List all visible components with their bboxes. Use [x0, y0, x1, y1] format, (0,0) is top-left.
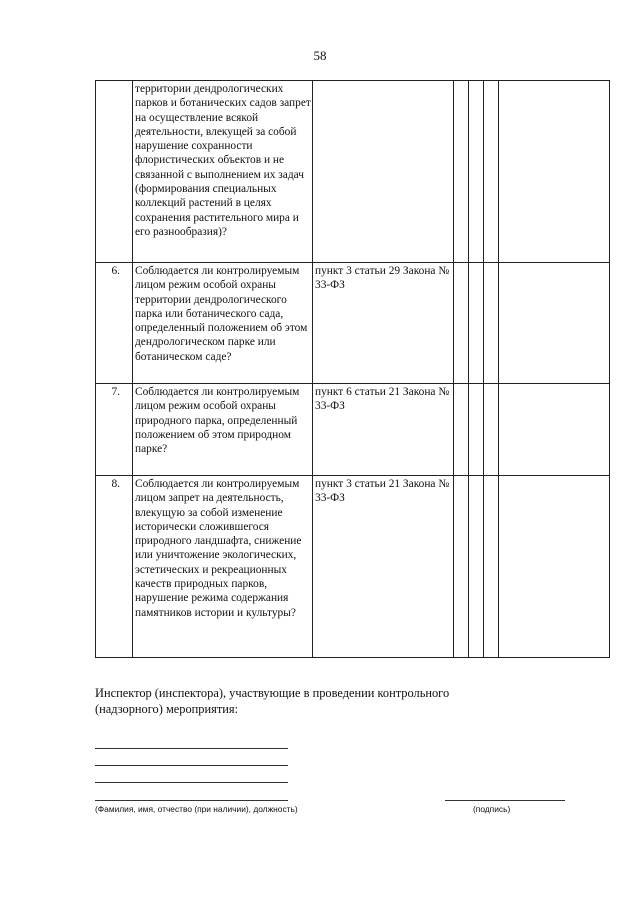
inspector-name-line[interactable]: [95, 800, 288, 801]
signature-line[interactable]: [445, 800, 565, 801]
requirement-question: Соблюдается ли контролируемым лицом режим особой охраны территории дендрологического парка или ботанического сада, определенный положением об этом дендрологическом парке или ботаническом саде?: [133, 263, 313, 384]
table-row: [96, 81, 610, 263]
answer-na-cell[interactable]: [484, 384, 499, 476]
row-number: 7.: [96, 384, 133, 476]
inspector-line-2[interactable]: [95, 765, 288, 766]
note-cell[interactable]: [499, 384, 610, 476]
answer-na-cell[interactable]: [484, 476, 499, 658]
answer-yes-cell[interactable]: [454, 476, 469, 658]
note-cell[interactable]: [499, 81, 610, 263]
requirement-question: Соблюдается ли контролируемым лицом запрет на деятельность, влекущую за собой изменение исторически сложившегося природного ландшафта, снижение или уничтожение экологических, эстетических и рекреационных качеств природных парков, нарушение режима содержания памятников истории и культуры?: [133, 476, 313, 658]
requirement-question: территории дендрологических парков и ботанических садов запрет на осуществление всякой деятельности, влекущей за собой нарушение сохранности флористических объектов и не связанной с выполнением их задач (формирования специальных коллекций растений в целях сохранения растительного мира и его разнообразия)?: [133, 81, 313, 263]
note-cell[interactable]: [499, 476, 610, 658]
inspector-line-1[interactable]: [95, 748, 288, 749]
inspector-line-3[interactable]: [95, 782, 288, 783]
answer-no-cell[interactable]: [469, 476, 484, 658]
name-position-caption: (Фамилия, имя, отчество (при наличии), должность): [95, 804, 298, 814]
row-number: 8.: [96, 476, 133, 658]
requirement-question: Соблюдается ли контролируемым лицом режим особой охраны природного парка, определенный положением об этом природном парке?: [133, 384, 313, 476]
answer-yes-cell[interactable]: [454, 384, 469, 476]
legal-reference: [313, 81, 454, 263]
answer-yes-cell[interactable]: [454, 81, 469, 263]
page-number: 58: [313, 48, 327, 63]
inspector-statement: Инспектор (инспектора), участвующие в проведении контрольного (надзорного) мероприятия:: [95, 686, 450, 716]
answer-no-cell[interactable]: [469, 81, 484, 263]
legal-reference: пункт 6 статьи 21 Закона № 33-ФЗ: [313, 384, 454, 476]
table-row: [96, 384, 610, 476]
answer-na-cell[interactable]: [484, 81, 499, 263]
signature-caption: (подпись): [473, 804, 511, 814]
answer-na-cell[interactable]: [484, 263, 499, 384]
answer-no-cell[interactable]: [469, 263, 484, 384]
table-row: [96, 263, 610, 384]
note-cell[interactable]: [499, 263, 610, 384]
legal-reference: пункт 3 статьи 21 Закона № 33-ФЗ: [313, 476, 454, 658]
answer-yes-cell[interactable]: [454, 263, 469, 384]
row-number: [96, 81, 133, 263]
legal-reference: пункт 3 статьи 29 Закона № 33-ФЗ: [313, 263, 454, 384]
checklist-table: [95, 80, 610, 658]
table-row: [96, 476, 610, 658]
answer-no-cell[interactable]: [469, 384, 484, 476]
row-number: 6.: [96, 263, 133, 384]
